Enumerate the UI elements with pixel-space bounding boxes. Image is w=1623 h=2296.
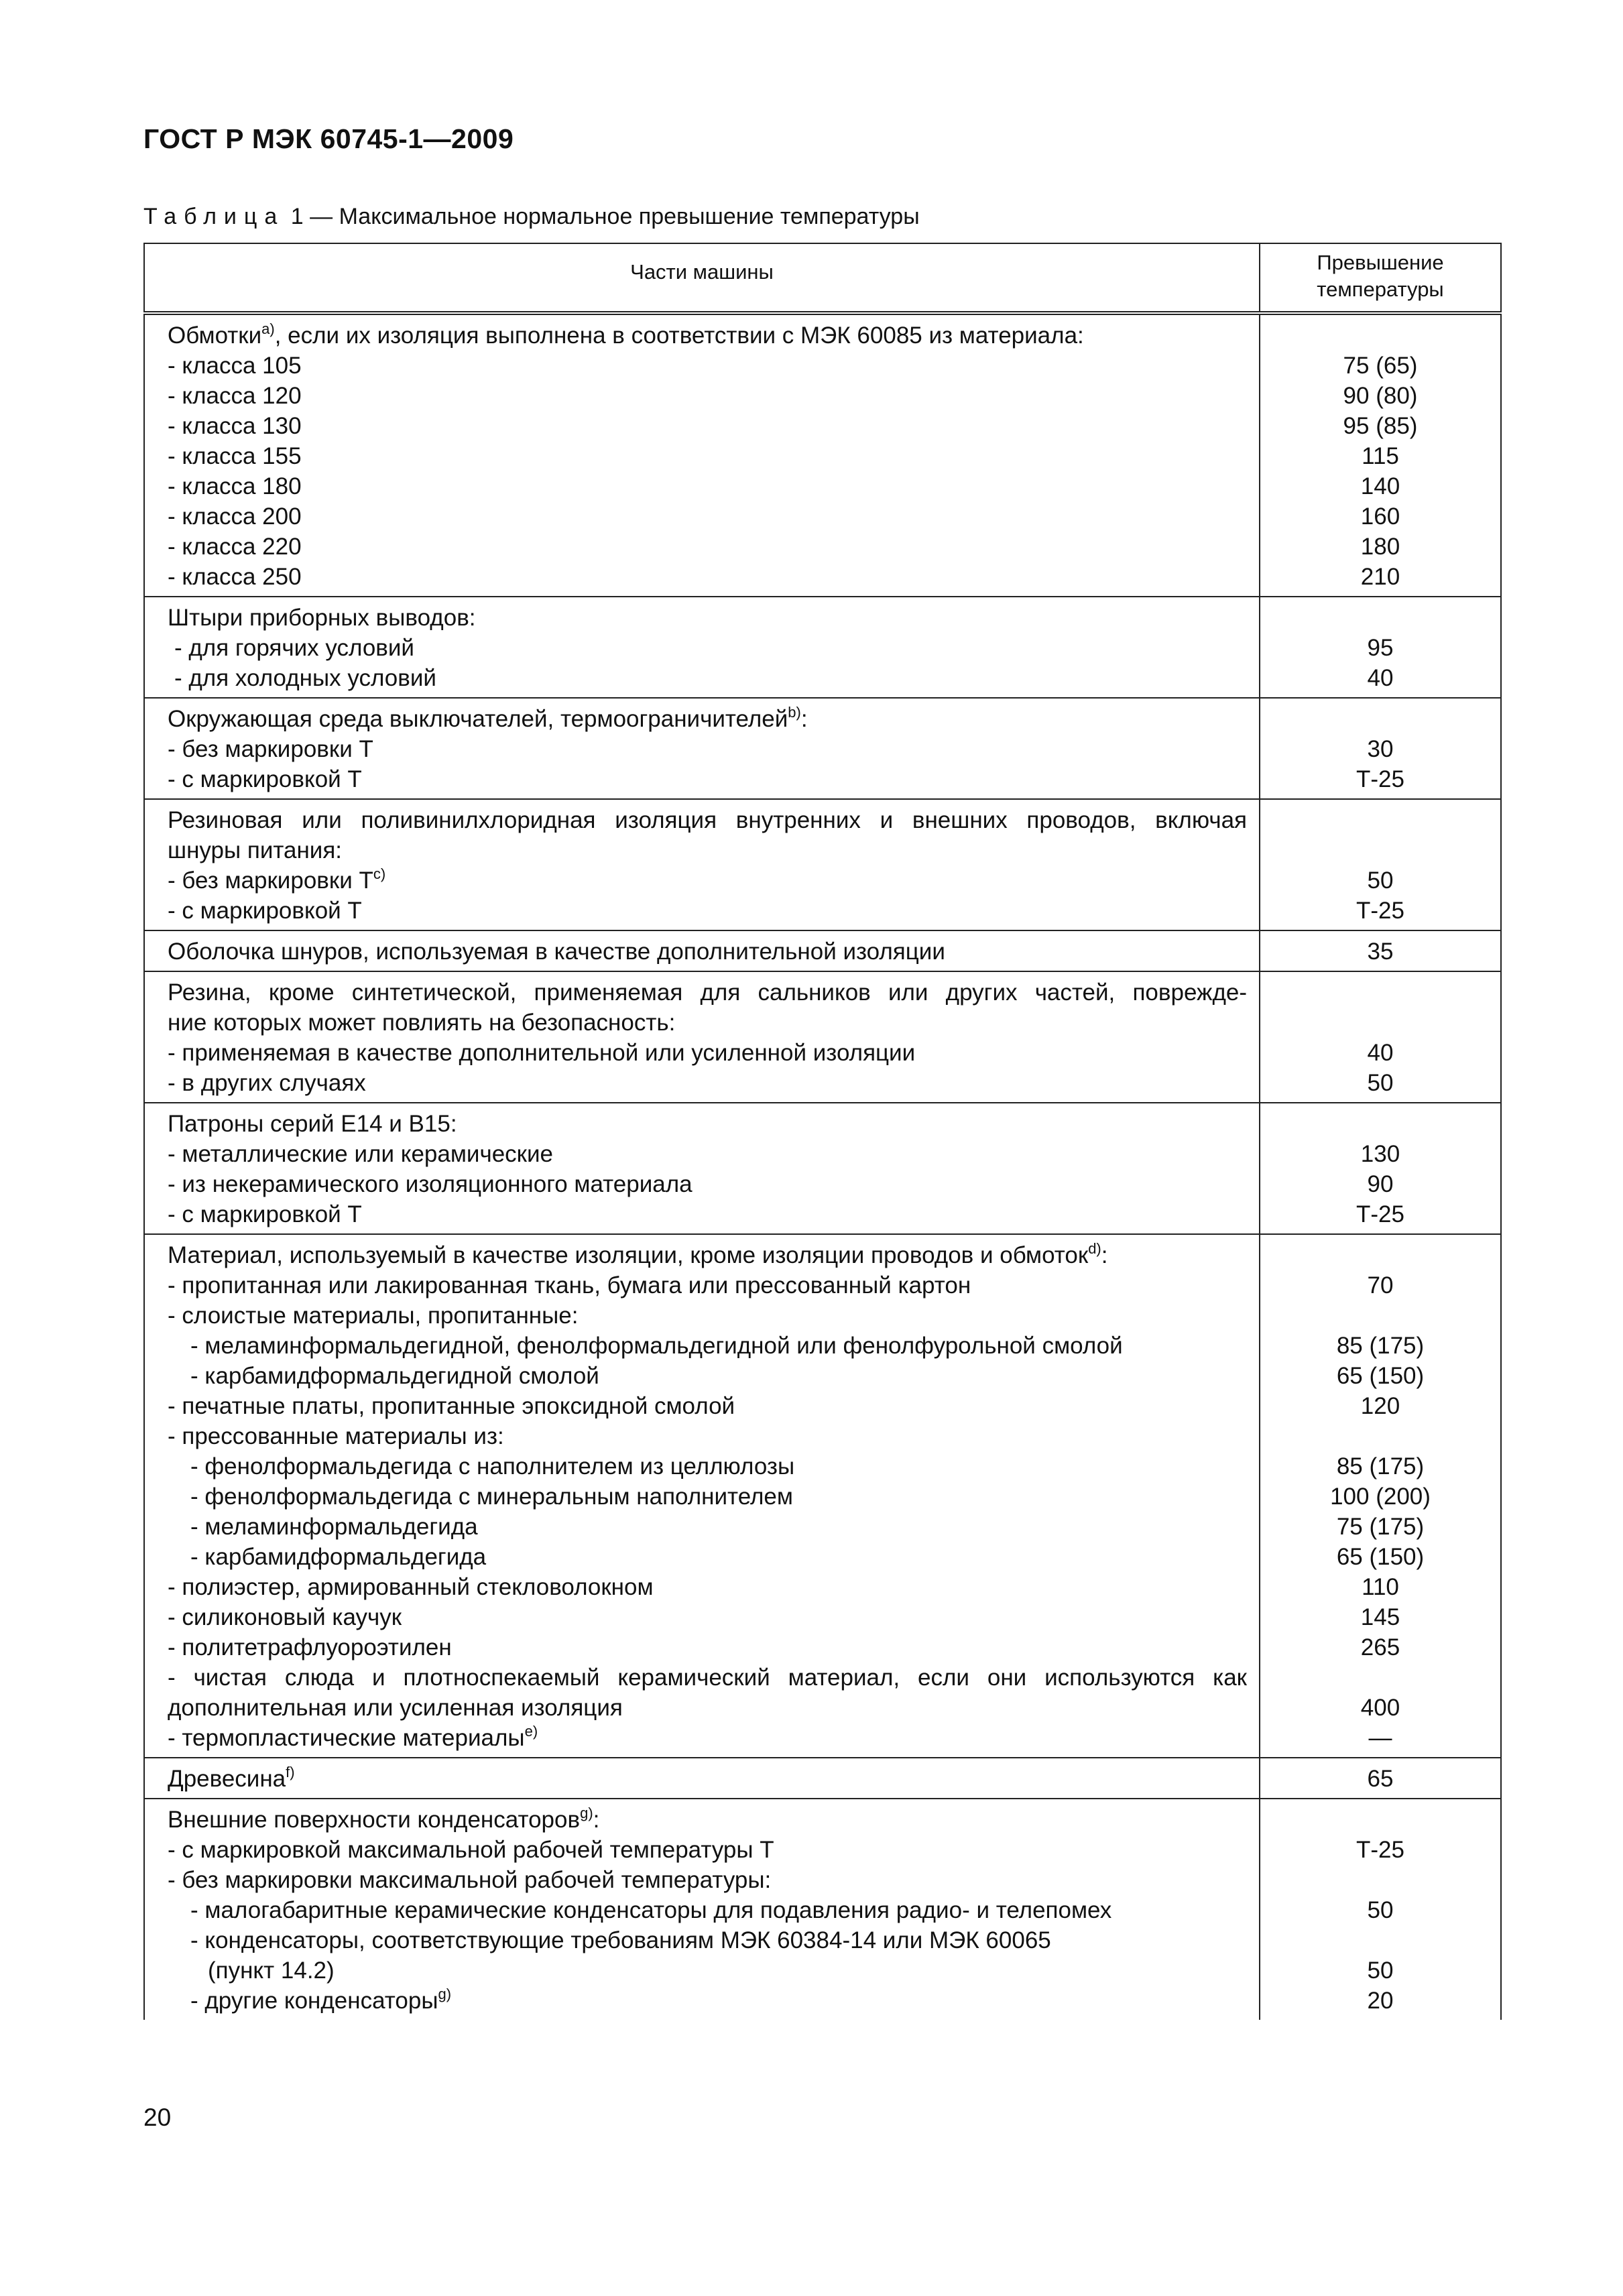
temperature-value <box>1266 320 1495 351</box>
part-line <box>168 501 1247 532</box>
part-line <box>168 1632 1247 1663</box>
temperature-value: 95 <box>1367 635 1394 661</box>
part-line <box>168 1270 1247 1301</box>
cell-temperature-rise <box>1260 1799 1501 2020</box>
part-text: - металлические или керамические <box>168 1141 553 1167</box>
part-line <box>168 320 1247 351</box>
temperature-value <box>1266 1421 1495 1451</box>
part-line <box>168 1451 1247 1482</box>
column-header-temperature-rise: Превышение температуры <box>1260 243 1501 313</box>
temperature-value: Т-25 <box>1356 1201 1404 1227</box>
part-text: - в других случаях <box>168 1070 366 1096</box>
part-text: - класса 130 <box>168 413 302 439</box>
table-caption-label: Таблица <box>143 204 285 229</box>
table-row <box>144 1103 1501 1234</box>
cell-temperature-rise <box>1260 1234 1501 1758</box>
part-text: - фенолформальдегида с наполнителем из целлюлозы <box>190 1453 795 1479</box>
part-line <box>168 1139 1247 1169</box>
part-text: - фенолформальдегида с минеральным наполнителем <box>190 1484 793 1510</box>
footnote-marker: g) <box>438 1986 452 2002</box>
table-row <box>144 1758 1501 1799</box>
cell-part <box>144 313 1260 597</box>
part-text-continued: , если их изоляция выполнена в соответствии с МЭК 60085 из материала: <box>274 322 1084 349</box>
temperature-value: Т-25 <box>1356 1837 1404 1863</box>
temperature-value: 65 <box>1367 1766 1394 1792</box>
part-line <box>168 1038 1247 1068</box>
temperature-value: 50 <box>1367 1957 1394 1984</box>
cell-part <box>144 930 1260 971</box>
part-text: дополнительная или усиленная изоляция <box>168 1695 623 1721</box>
part-text: - термопластические материалы <box>168 1725 525 1751</box>
part-line <box>168 1109 1247 1139</box>
part-line <box>168 663 1247 693</box>
part-line <box>168 1391 1247 1421</box>
part-text: - пропитанная или лакированная ткань, бумага или прессованный картон <box>168 1272 971 1298</box>
temperature-value: 210 <box>1360 564 1400 590</box>
document-header: ГОСТ Р МЭК 60745-1—2009 <box>143 123 514 154</box>
part-line <box>168 633 1247 663</box>
part-line <box>168 1805 1247 1835</box>
footnote-marker: e) <box>524 1723 538 1740</box>
temperature-value: 50 <box>1367 1897 1394 1923</box>
part-text: - меламинформальдегида <box>190 1514 478 1540</box>
table-row <box>144 1799 1501 2020</box>
temperature-value: 30 <box>1367 736 1394 762</box>
temperature-value: 50 <box>1367 1070 1394 1096</box>
temperature-value: 85 (175) <box>1336 1333 1425 1359</box>
part-text: - класса 105 <box>168 353 302 379</box>
temperature-value <box>1266 1805 1495 1835</box>
part-text: - карбамидформальдегида <box>190 1544 487 1570</box>
temperature-value: 50 <box>1367 867 1394 894</box>
cell-part <box>144 1234 1260 1758</box>
part-line <box>168 1542 1247 1572</box>
part-line <box>168 835 1247 865</box>
part-text: Штыри приборных выводов: <box>168 605 476 631</box>
temperature-value: 75 (65) <box>1343 353 1418 379</box>
part-text: - конденсаторы, соответствующие требованиям МЭК 60384-14 или МЭК 60065 <box>190 1927 1051 1953</box>
part-line <box>168 1693 1247 1723</box>
cell-part <box>144 1103 1260 1234</box>
temperature-value: 95 (85) <box>1343 413 1418 439</box>
part-line <box>168 1512 1247 1542</box>
part-line <box>168 896 1247 926</box>
part-line <box>168 1008 1247 1038</box>
temperature-value <box>1266 805 1495 835</box>
cell-temperature-rise <box>1260 799 1501 930</box>
part-text: - класса 180 <box>168 473 302 499</box>
part-line <box>168 1986 1247 2016</box>
part-text: - прессованные материалы из: <box>168 1423 504 1449</box>
part-line <box>168 1602 1247 1632</box>
temperature-value: 130 <box>1360 1141 1400 1167</box>
temperature-value <box>1266 1925 1495 1955</box>
temperature-value: 40 <box>1367 1040 1394 1066</box>
part-line <box>168 1240 1247 1270</box>
table-row <box>144 971 1501 1103</box>
table-caption-title: Максимальное нормальное превышение температуры <box>339 204 920 229</box>
part-line <box>168 441 1247 471</box>
part-text: - с маркировкой Т <box>168 898 362 924</box>
part-line <box>168 411 1247 441</box>
footnote-marker: f) <box>286 1764 295 1780</box>
temperature-value: 265 <box>1360 1634 1400 1660</box>
temperature-value: 145 <box>1360 1604 1400 1630</box>
temperature-value <box>1266 1240 1495 1270</box>
cell-temperature-rise <box>1260 313 1501 597</box>
part-line <box>168 1482 1247 1512</box>
part-text: - из некерамического изоляционного материала <box>168 1171 693 1197</box>
footnote-marker: g) <box>580 1805 593 1821</box>
part-text: - класса 250 <box>168 564 302 590</box>
footnote-marker: b) <box>788 704 801 721</box>
part-text: ние которых может повлиять на безопасность: <box>168 1010 676 1036</box>
temperature-value: 65 (150) <box>1336 1363 1425 1389</box>
table-row <box>144 698 1501 799</box>
cell-temperature-rise <box>1260 1103 1501 1234</box>
part-text: - малогабаритные керамические конденсаторы для подавления радио- и телепомех <box>190 1897 1112 1923</box>
part-line <box>168 1169 1247 1199</box>
footnote-marker: c) <box>373 865 386 882</box>
temperature-rise-table <box>143 243 1502 2020</box>
part-text: - силиконовый каучук <box>168 1604 402 1630</box>
column-header-parts: Части машины <box>144 243 1260 313</box>
part-text: - карбамидформальдегидной смолой <box>190 1363 599 1389</box>
table-caption-number: 1 <box>290 204 304 229</box>
temperature-value: 35 <box>1367 939 1394 965</box>
part-text: - с маркировкой Т <box>168 766 362 792</box>
part-line <box>168 1764 1247 1794</box>
temperature-value: 65 (150) <box>1336 1544 1425 1570</box>
part-text: - печатные платы, пропитанные эпоксидной смолой <box>168 1393 735 1419</box>
part-text: - для холодных условий <box>174 665 436 691</box>
part-line <box>168 1955 1247 1986</box>
cell-temperature-rise <box>1260 698 1501 799</box>
footnote-marker: d) <box>1088 1240 1101 1257</box>
part-text: - чистая слюда и плотноспекаемый керамический материал, если они используются как <box>168 1665 1247 1691</box>
table-row <box>144 597 1501 698</box>
part-text: - другие конденсаторы <box>190 1988 438 2014</box>
part-line <box>168 1361 1247 1391</box>
cell-part <box>144 1758 1260 1799</box>
temperature-value <box>1266 1865 1495 1895</box>
cell-part <box>144 799 1260 930</box>
part-line <box>168 936 1247 967</box>
table-row <box>144 1234 1501 1758</box>
part-line <box>168 1865 1247 1895</box>
table-caption-dash: — <box>310 204 333 229</box>
temperature-value: 40 <box>1367 665 1394 691</box>
part-line <box>168 1068 1247 1098</box>
part-text: Окружающая среда выключателей, термоограничителей <box>168 706 788 732</box>
table-body <box>144 313 1501 2020</box>
part-text: Обмотки <box>168 322 262 349</box>
table-header-row <box>144 243 1501 313</box>
part-text: - класса 220 <box>168 534 302 560</box>
temperature-value <box>1266 1301 1495 1331</box>
temperature-value: 140 <box>1360 473 1400 499</box>
part-text: шнуры питания: <box>168 837 343 863</box>
temperature-value: 115 <box>1362 443 1399 469</box>
part-line <box>168 1199 1247 1229</box>
temperature-value <box>1266 1663 1495 1693</box>
temperature-value: 70 <box>1367 1272 1394 1298</box>
temperature-value: 85 (175) <box>1336 1453 1425 1479</box>
part-text-continued: : <box>593 1807 600 1833</box>
part-line <box>168 1331 1247 1361</box>
temperature-value <box>1266 977 1495 1008</box>
part-text: Патроны серий Е14 и В15: <box>168 1111 457 1137</box>
temperature-value: 75 (175) <box>1336 1514 1425 1540</box>
part-text: - слоистые материалы, пропитанные: <box>168 1303 579 1329</box>
part-line <box>168 1421 1247 1451</box>
temperature-value <box>1266 835 1495 865</box>
part-text: Резиновая или поливинилхлоридная изоляция внутренних и внешних проводов, включая <box>168 807 1247 833</box>
part-text: - применяемая в качестве дополнительной или усиленной изоляции <box>168 1040 916 1066</box>
cell-part <box>144 698 1260 799</box>
cell-temperature-rise <box>1260 1758 1501 1799</box>
part-text: - без маркировки Т <box>168 867 373 894</box>
part-text: - полиэстер, армированный стекловолокном <box>168 1574 654 1600</box>
part-text: - класса 200 <box>168 503 302 530</box>
part-line <box>168 1663 1247 1693</box>
temperature-value: 400 <box>1360 1695 1400 1721</box>
footnote-marker: a) <box>261 320 275 337</box>
part-line <box>168 805 1247 835</box>
cell-temperature-rise <box>1260 930 1501 971</box>
part-line <box>168 351 1247 381</box>
part-text-continued: : <box>800 706 808 732</box>
part-line <box>168 1723 1247 1753</box>
part-text: (пункт 14.2) <box>208 1957 335 1984</box>
part-text: Оболочка шнуров, используемая в качестве дополнительной изоляции <box>168 939 945 965</box>
cell-temperature-rise <box>1260 971 1501 1103</box>
part-text: Древесина <box>168 1766 286 1792</box>
temperature-value: Т-25 <box>1356 898 1404 924</box>
part-text: Внешние поверхности конденсаторов <box>168 1807 581 1833</box>
cell-part <box>144 971 1260 1103</box>
temperature-value: — <box>1368 1725 1392 1751</box>
part-line <box>168 865 1247 896</box>
part-text: - с маркировкой максимальной рабочей температуры Т <box>168 1837 774 1863</box>
table-row <box>144 930 1501 971</box>
part-line <box>168 1835 1247 1865</box>
part-text: Материал, используемый в качестве изоляции, кроме изоляции проводов и обмоток <box>168 1242 1089 1268</box>
temperature-value <box>1266 603 1495 633</box>
part-line <box>168 562 1247 592</box>
temperature-value: 90 (80) <box>1343 383 1418 409</box>
part-line <box>168 471 1247 501</box>
part-line <box>168 1925 1247 1955</box>
table-row <box>144 799 1501 930</box>
part-text: - с маркировкой Т <box>168 1201 362 1227</box>
table-row <box>144 313 1501 597</box>
part-text: - без маркировки максимальной рабочей температуры: <box>168 1867 772 1893</box>
table-caption <box>143 204 920 230</box>
part-line <box>168 532 1247 562</box>
part-text: - для горячих условий <box>174 635 414 661</box>
part-text: - без маркировки Т <box>168 736 373 762</box>
temperature-value <box>1266 704 1495 734</box>
part-text: - меламинформальдегидной, фенолформальдегидной или фенолфурольной смолой <box>190 1333 1123 1359</box>
page-number: 20 <box>143 2104 172 2131</box>
temperature-value: Т-25 <box>1356 766 1404 792</box>
temperature-value: 110 <box>1362 1574 1399 1600</box>
temperature-value: 90 <box>1367 1171 1394 1197</box>
temperature-value: 120 <box>1360 1393 1400 1419</box>
part-line <box>168 977 1247 1008</box>
part-text: - класса 120 <box>168 383 302 409</box>
temperature-value <box>1266 1109 1495 1139</box>
part-text: - политетрафлуороэтилен <box>168 1634 452 1660</box>
part-line <box>168 1301 1247 1331</box>
part-text-continued: : <box>1101 1242 1108 1268</box>
part-line <box>168 704 1247 734</box>
cell-part <box>144 597 1260 698</box>
part-text: - класса 155 <box>168 443 302 469</box>
part-line <box>168 1572 1247 1602</box>
temperature-value <box>1266 1008 1495 1038</box>
cell-temperature-rise <box>1260 597 1501 698</box>
temperature-value: 100 (200) <box>1330 1484 1431 1510</box>
part-text: Резина, кроме синтетической, применяемая для сальников или других частей, поврежде- <box>168 979 1247 1006</box>
temperature-value: 20 <box>1367 1988 1394 2014</box>
part-line <box>168 764 1247 794</box>
part-line <box>168 734 1247 764</box>
temperature-value: 160 <box>1360 503 1400 530</box>
part-line <box>168 381 1247 411</box>
cell-part <box>144 1799 1260 2020</box>
part-line <box>168 603 1247 633</box>
part-line <box>168 1895 1247 1925</box>
temperature-value: 180 <box>1360 534 1400 560</box>
